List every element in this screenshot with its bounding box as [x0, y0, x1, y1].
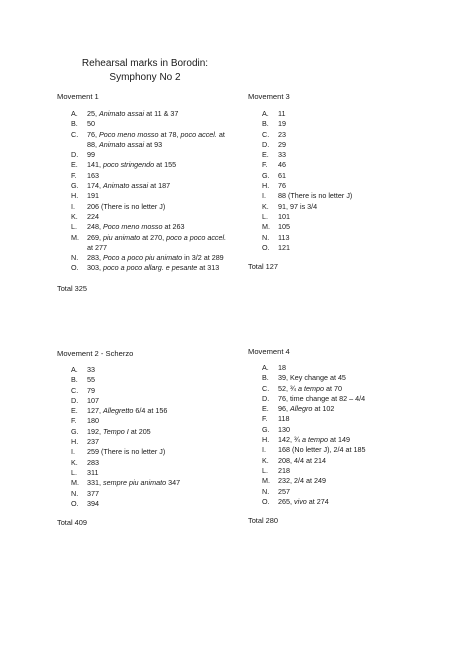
rehearsal-text: [278, 476, 423, 486]
rehearsal-letter: H.: [262, 435, 270, 445]
list-item: [248, 445, 423, 455]
rehearsal-letter: G.: [262, 170, 270, 180]
list-item: [248, 497, 423, 507]
rehearsal-text: [278, 212, 418, 222]
text-fragment: 52, ¾: [278, 383, 298, 393]
text-fragment: at 270,: [140, 232, 167, 242]
rehearsal-text: [87, 447, 232, 457]
list-item: [57, 458, 232, 468]
text-fragment: 118: [278, 414, 290, 424]
rehearsal-letter: N.: [71, 488, 79, 498]
rehearsal-text: [278, 109, 418, 119]
rehearsal-letter: I.: [71, 447, 75, 457]
rehearsal-text: [278, 160, 418, 170]
rehearsal-text: [87, 181, 232, 191]
rehearsal-letter: M.: [262, 476, 270, 486]
text-fragment: 248,: [87, 222, 103, 232]
list-item: [248, 456, 423, 466]
text-fragment: at 155: [154, 160, 177, 170]
list-item: [248, 150, 418, 160]
rehearsal-letter: I.: [71, 201, 75, 211]
list-item: [57, 375, 232, 385]
text-fragment: 283,: [87, 253, 103, 263]
list-item: [57, 427, 232, 437]
rehearsal-text: [278, 445, 423, 455]
list-item: [57, 150, 232, 160]
rehearsal-letter: I.: [262, 445, 266, 455]
rehearsal-letter: B.: [71, 375, 78, 385]
rehearsal-letter: D.: [262, 139, 270, 149]
rehearsal-letter: L.: [71, 222, 77, 232]
rehearsal-text: [278, 456, 423, 466]
rehearsal-letter: A.: [71, 365, 78, 374]
rehearsal-letter: K.: [262, 201, 269, 211]
rehearsal-letter: F.: [262, 414, 268, 424]
rehearsal-text: [87, 171, 232, 181]
text-fragment: 224: [87, 211, 99, 221]
text-fragment: 347: [166, 478, 181, 488]
text-fragment: 130: [278, 424, 290, 434]
tempo-marking: Allegro: [290, 404, 313, 414]
rehearsal-text: [278, 119, 418, 129]
section-heading: Movement 4: [248, 347, 290, 356]
list-item: [248, 404, 423, 414]
rehearsal-letter: M.: [71, 232, 79, 242]
text-fragment: 19: [278, 119, 286, 129]
list-item: [248, 373, 423, 383]
list-item: [248, 222, 418, 232]
list-item: [57, 406, 232, 416]
rehearsal-letter: G.: [262, 424, 270, 434]
text-fragment: at 93: [144, 139, 163, 149]
rehearsal-text: [278, 466, 423, 476]
rehearsal-text: [278, 191, 418, 201]
movement-4-section: [248, 347, 423, 525]
text-fragment: 174,: [87, 181, 103, 191]
list-item: [248, 466, 423, 476]
rehearsal-text: [87, 160, 232, 170]
rehearsal-text: [87, 233, 232, 254]
rehearsal-letter: G.: [71, 426, 79, 436]
section-total: Total 127: [248, 262, 278, 272]
rehearsal-mark-list: [57, 365, 232, 509]
tempo-marking: poco stringendo: [103, 160, 155, 170]
list-item: [57, 222, 232, 232]
rehearsal-text: [87, 489, 232, 499]
rehearsal-text: [87, 499, 232, 509]
rehearsal-letter: E.: [262, 150, 269, 160]
list-item: [248, 363, 423, 373]
rehearsal-text: [278, 435, 423, 445]
rehearsal-letter: B.: [262, 119, 269, 129]
movement-1-section: [57, 92, 232, 293]
text-fragment: 61: [278, 170, 286, 180]
text-fragment: 192,: [87, 426, 103, 436]
rehearsal-text: [278, 140, 418, 150]
rehearsal-text: [87, 130, 232, 151]
tempo-marking: Poco meno mosso: [99, 129, 159, 139]
text-fragment: 127,: [87, 406, 103, 416]
text-fragment: 269,: [87, 232, 103, 242]
rehearsal-text: [278, 373, 423, 383]
rehearsal-text: [278, 384, 423, 394]
rehearsal-letter: N.: [262, 232, 270, 242]
text-fragment: 311: [87, 467, 99, 477]
rehearsal-letter: L.: [262, 211, 268, 221]
rehearsal-letter: B.: [71, 119, 78, 129]
text-fragment: 331,: [87, 478, 103, 488]
rehearsal-text: [87, 427, 232, 437]
rehearsal-letter: A.: [262, 363, 269, 372]
rehearsal-letter: I.: [262, 191, 266, 201]
rehearsal-text: [87, 416, 232, 426]
tempo-marking: Allegretto: [103, 406, 134, 416]
rehearsal-letter: C.: [262, 383, 270, 393]
text-fragment: at 88,: [87, 129, 225, 149]
section-heading: Movement 3: [248, 92, 290, 101]
text-fragment: 168 (No letter J), 2/4 at 185: [278, 445, 366, 455]
rehearsal-text: [87, 150, 232, 160]
list-item: [57, 447, 232, 457]
text-fragment: 76, time change at 82 – 4/4: [278, 393, 366, 403]
text-fragment: 25,: [87, 109, 99, 118]
text-fragment: 50: [87, 119, 95, 129]
list-item: [57, 130, 232, 151]
text-fragment: 180: [87, 416, 99, 426]
list-item: [57, 253, 232, 263]
section-total: Total 409: [57, 518, 87, 528]
list-item: [57, 191, 232, 201]
rehearsal-letter: E.: [71, 406, 78, 416]
rehearsal-letter: A.: [262, 109, 269, 118]
list-item: [248, 109, 418, 119]
text-fragment: in 3/2 at 289: [182, 253, 224, 263]
rehearsal-mark-list: [248, 363, 423, 507]
list-item: [57, 212, 232, 222]
rehearsal-text: [87, 222, 232, 232]
list-item: [57, 263, 232, 273]
document-title: [0, 57, 290, 85]
list-item: [248, 191, 418, 201]
rehearsal-letter: E.: [71, 160, 78, 170]
list-item: [57, 416, 232, 426]
text-fragment: 113: [278, 232, 290, 242]
text-fragment: 55: [87, 375, 95, 385]
rehearsal-letter: N.: [71, 253, 79, 263]
text-fragment: 232, 2/4 at 249: [278, 476, 326, 486]
list-item: [248, 140, 418, 150]
rehearsal-letter: M.: [262, 222, 270, 232]
text-fragment: 237: [87, 437, 99, 447]
list-item: [57, 478, 232, 488]
rehearsal-letter: O.: [71, 498, 79, 508]
text-fragment: 265,: [278, 496, 294, 506]
text-fragment: 46: [278, 160, 286, 170]
list-item: [57, 386, 232, 396]
list-item: [57, 119, 232, 129]
rehearsal-text: [278, 363, 423, 373]
rehearsal-letter: C.: [262, 129, 270, 139]
rehearsal-text: [278, 130, 418, 140]
text-fragment: at 274: [306, 496, 329, 506]
rehearsal-letter: D.: [71, 150, 79, 160]
text-fragment: at 78,: [158, 129, 181, 139]
text-fragment: 142, ¾: [278, 435, 302, 445]
rehearsal-text: [87, 119, 232, 129]
list-item: [57, 160, 232, 170]
rehearsal-letter: K.: [71, 211, 78, 221]
list-item: [248, 394, 423, 404]
rehearsal-text: [87, 365, 232, 375]
text-fragment: 96,: [278, 404, 290, 414]
rehearsal-text: [278, 425, 423, 435]
text-fragment: at 11 & 37: [144, 109, 179, 118]
list-item: [248, 130, 418, 140]
list-item: [248, 414, 423, 424]
rehearsal-text: [87, 109, 232, 119]
rehearsal-letter: N.: [262, 486, 270, 496]
rehearsal-text: [87, 253, 232, 263]
list-item: [248, 435, 423, 445]
tempo-marking: Animato assai: [99, 139, 145, 149]
text-fragment: at 102: [312, 404, 335, 414]
text-fragment: 23: [278, 129, 286, 139]
rehearsal-text: [87, 396, 232, 406]
rehearsal-letter: M.: [71, 478, 79, 488]
rehearsal-text: [278, 202, 418, 212]
text-fragment: 29: [278, 139, 286, 149]
tempo-marking: Tempo I: [103, 426, 129, 436]
rehearsal-letter: O.: [262, 242, 270, 252]
rehearsal-letter: C.: [71, 129, 79, 139]
text-fragment: 206 (There is no letter J): [87, 201, 166, 211]
tempo-marking: vivo: [294, 496, 307, 506]
rehearsal-letter: A.: [71, 109, 78, 118]
list-item: [248, 487, 423, 497]
list-item: [248, 476, 423, 486]
rehearsal-letter: D.: [71, 395, 79, 405]
text-fragment: 141,: [87, 160, 103, 170]
text-fragment: at 149: [327, 435, 350, 445]
tempo-marking: Poco a poco piu animato: [103, 253, 183, 263]
rehearsal-text: [278, 487, 423, 497]
list-item: [248, 384, 423, 394]
title-line-2: Symphony No 2: [109, 72, 181, 83]
text-fragment: 218: [278, 465, 290, 475]
section-total: Total 325: [57, 283, 87, 293]
rehearsal-text: [278, 222, 418, 232]
text-fragment: 283: [87, 457, 99, 467]
text-fragment: at 70: [323, 383, 342, 393]
list-item: [57, 468, 232, 478]
text-fragment: 39, Key change at 45: [278, 373, 346, 383]
rehearsal-text: [278, 233, 418, 243]
text-fragment: at 187: [148, 181, 171, 191]
rehearsal-letter: E.: [262, 404, 269, 414]
text-fragment: 76: [278, 181, 286, 191]
rehearsal-letter: G.: [71, 181, 79, 191]
list-item: [248, 233, 418, 243]
rehearsal-text: [87, 375, 232, 385]
rehearsal-text: [278, 404, 423, 414]
list-item: [57, 489, 232, 499]
rehearsal-text: [87, 437, 232, 447]
rehearsal-text: [278, 243, 418, 253]
tempo-marking: poco a poco allarg. e pesante: [103, 263, 198, 273]
text-fragment: 105: [278, 222, 290, 232]
rehearsal-mark-list: [248, 109, 418, 253]
rehearsal-text: [87, 263, 232, 273]
rehearsal-text: [278, 150, 418, 160]
text-fragment: 101: [278, 211, 290, 221]
rehearsal-letter: F.: [71, 416, 77, 426]
text-fragment: 88 (There is no letter J): [278, 191, 353, 201]
tempo-marking: a tempo: [297, 383, 324, 393]
rehearsal-text: [87, 458, 232, 468]
tempo-marking: Animato assai: [103, 181, 149, 191]
list-item: [57, 233, 232, 254]
text-fragment: at 205: [128, 426, 151, 436]
text-fragment: 33: [278, 150, 286, 160]
text-fragment: 11: [278, 109, 286, 118]
text-fragment: 377: [87, 488, 99, 498]
rehearsal-text: [87, 468, 232, 478]
text-fragment: 33: [87, 365, 95, 374]
tempo-marking: sempre piu animato: [103, 478, 167, 488]
tempo-marking: piu animato: [103, 232, 141, 242]
rehearsal-letter: K.: [71, 457, 78, 467]
rehearsal-mark-list: [57, 109, 232, 274]
text-fragment: 259 (There is no letter J): [87, 447, 166, 457]
rehearsal-letter: L.: [262, 465, 268, 475]
rehearsal-text: [278, 171, 418, 181]
rehearsal-text: [87, 202, 232, 212]
rehearsal-letter: B.: [262, 373, 269, 383]
text-fragment: at 277: [87, 242, 107, 252]
list-item: [57, 202, 232, 212]
text-fragment: 107: [87, 395, 99, 405]
rehearsal-letter: D.: [262, 393, 270, 403]
text-fragment: 163: [87, 170, 99, 180]
list-item: [248, 202, 418, 212]
text-fragment: 76,: [87, 129, 99, 139]
tempo-marking: a tempo: [301, 435, 328, 445]
section-total: Total 280: [248, 516, 278, 526]
rehearsal-text: [87, 212, 232, 222]
rehearsal-letter: O.: [71, 263, 79, 273]
text-fragment: 394: [87, 498, 99, 508]
rehearsal-text: [87, 386, 232, 396]
rehearsal-letter: C.: [71, 385, 79, 395]
list-item: [57, 365, 232, 375]
section-heading: Movement 2 - Scherzo: [57, 349, 134, 358]
text-fragment: 121: [278, 242, 290, 252]
list-item: [248, 160, 418, 170]
rehearsal-text: [87, 191, 232, 201]
text-fragment: at 313: [197, 263, 220, 273]
rehearsal-text: [278, 497, 423, 507]
movement-3-section: [248, 92, 418, 271]
tempo-marking: Poco meno mosso: [103, 222, 163, 232]
list-item: [248, 243, 418, 253]
text-fragment: at 263: [162, 222, 185, 232]
list-item: [248, 119, 418, 129]
section-heading: Movement 1: [57, 92, 99, 101]
list-item: [248, 171, 418, 181]
movement-2-section: [57, 349, 232, 527]
tempo-marking: poco accel.: [180, 129, 217, 139]
list-item: [248, 212, 418, 222]
rehearsal-text: [278, 414, 423, 424]
title-line-1: Rehearsal marks in Borodin:: [81, 58, 209, 69]
text-fragment: 303,: [87, 263, 103, 273]
rehearsal-text: [87, 478, 232, 488]
list-item: [57, 171, 232, 181]
text-fragment: 91, 97 is 3/4: [278, 201, 318, 211]
text-fragment: 208, 4/4 at 214: [278, 455, 326, 465]
rehearsal-letter: O.: [262, 496, 270, 506]
rehearsal-letter: K.: [262, 455, 269, 465]
rehearsal-text: [87, 406, 232, 416]
rehearsal-letter: F.: [71, 170, 77, 180]
text-fragment: 257: [278, 486, 290, 496]
list-item: [57, 499, 232, 509]
rehearsal-text: [278, 181, 418, 191]
list-item: [248, 425, 423, 435]
list-item: [57, 396, 232, 406]
rehearsal-letter: H.: [262, 181, 270, 191]
text-fragment: 191: [87, 191, 99, 201]
rehearsal-letter: H.: [71, 437, 79, 447]
text-fragment: 18: [278, 363, 286, 372]
rehearsal-letter: L.: [71, 467, 77, 477]
text-fragment: 79: [87, 385, 95, 395]
text-fragment: 99: [87, 150, 95, 160]
tempo-marking: poco a poco accel.: [166, 232, 227, 242]
list-item: [57, 109, 232, 119]
list-item: [248, 181, 418, 191]
rehearsal-text: [278, 394, 423, 404]
tempo-marking: Animato assai: [99, 109, 145, 118]
list-item: [57, 181, 232, 191]
rehearsal-letter: F.: [262, 160, 268, 170]
list-item: [57, 437, 232, 447]
text-fragment: 6/4 at 156: [133, 406, 168, 416]
rehearsal-letter: H.: [71, 191, 79, 201]
